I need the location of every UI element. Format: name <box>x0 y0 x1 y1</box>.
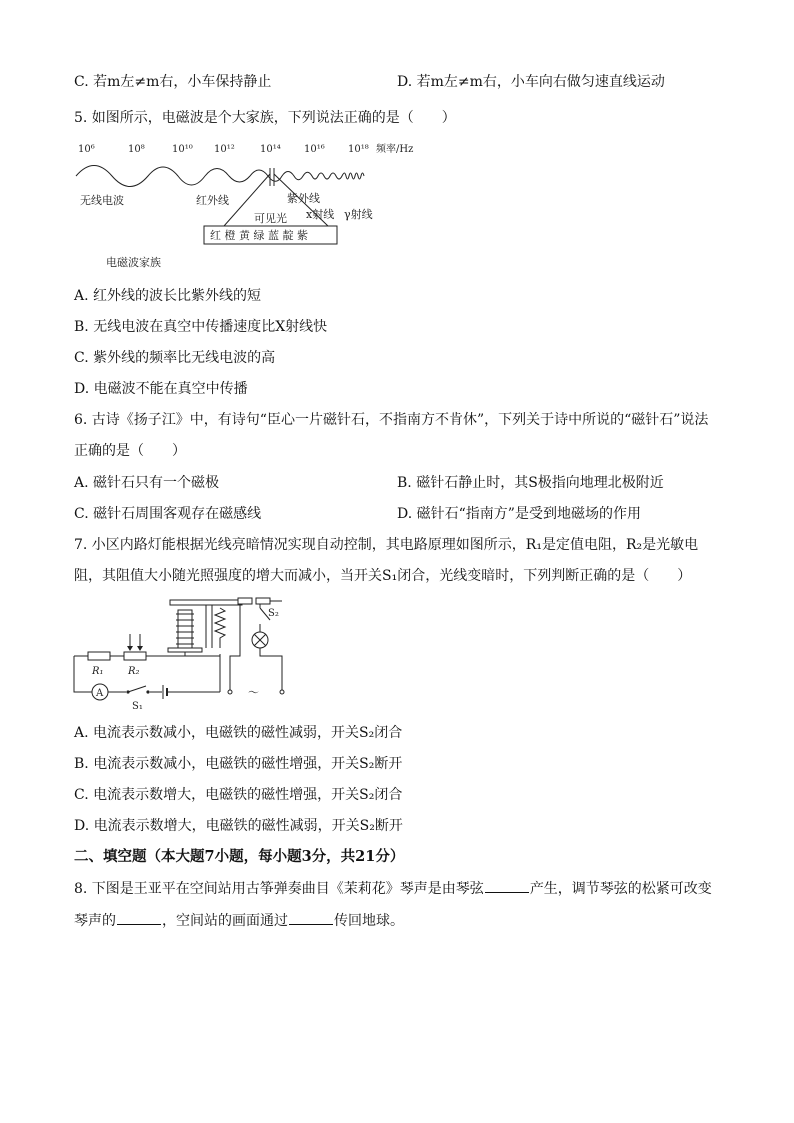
q7-option-a: A. 电流表示数减小，电磁铁的磁性减弱，开关S₂闭合 <box>74 725 403 741</box>
switch-s1 <box>128 686 146 692</box>
photoresistor-r2-label: R₂ <box>128 666 140 677</box>
q7-option-c: C. 电流表示数增大，电磁铁的磁性增强，开关S₂闭合 <box>74 787 403 803</box>
freq-tick: 10¹⁶ <box>304 144 325 155</box>
label-radio: 无线电波 <box>80 194 124 207</box>
q6-stem-line1: 6. 古诗《扬子江》中，有诗句“臣心一片磁针石，不指南方不肯休”，下列关于诗中所说的“磁针石”说法 <box>74 412 709 428</box>
q8-blank-1[interactable] <box>485 878 529 893</box>
ammeter-label: A <box>96 688 104 699</box>
q8-blank-3[interactable] <box>289 910 333 925</box>
freq-tick: 10¹⁴ <box>260 144 281 155</box>
q5-option-d: D. 电磁波不能在真空中传播 <box>74 381 248 397</box>
resistor-r1-label: R₁ <box>92 666 104 677</box>
figure-caption: 电磁波家族 <box>106 256 161 269</box>
q5-option-a: A. 红外线的波长比紫外线的短 <box>74 288 262 304</box>
q8-blank-2[interactable] <box>117 910 161 925</box>
q8-text-part3: 琴声的 <box>74 913 116 929</box>
control-wire <box>74 656 92 692</box>
q7-option-b: B. 电流表示数减小，电磁铁的磁性增强，开关S₂断开 <box>74 756 403 772</box>
q8-text-part1: 8. 下图是王亚平在空间站用古筝弹奏曲目《茉莉花》琴声是由琴弦 <box>74 881 484 897</box>
switch-s2-label: S₂ <box>268 608 279 619</box>
label-xray: x射线 <box>306 208 335 221</box>
q4-option-d: D. 若m左≠m右，小车向右做匀速直线运动 <box>397 74 665 90</box>
q6-option-b: B. 磁针石静止时，其S极指向地理北极附近 <box>397 475 664 491</box>
circuit-figure <box>70 594 300 712</box>
label-ultraviolet: 紫外线 <box>287 192 320 205</box>
q7-stem-line1: 7. 小区内路灯能根据光线亮暗情况实现自动控制，其电路原理如图所示，R₁是定值电阻，R₂是光敏电 <box>74 537 699 553</box>
freq-tick: 10⁸ <box>128 144 145 155</box>
q4-option-c: C. 若m左≠m右，小车保持静止 <box>74 74 272 90</box>
q6-option-c: C. 磁针石周围客观存在磁感线 <box>74 506 262 522</box>
em-spectrum-figure <box>74 138 414 273</box>
working-circuit <box>230 604 240 690</box>
q6-stem-line2: 正确的是（ ） <box>74 443 186 459</box>
q5-option-b: B. 无线电波在真空中传播速度比X射线快 <box>74 319 328 335</box>
resistor-r1 <box>88 652 110 660</box>
q7-option-d: D. 电流表示数增大，电磁铁的磁性减弱，开关S₂断开 <box>74 818 403 834</box>
label-visible: 可见光 <box>254 212 287 225</box>
q7-stem-line2: 阻，其阻值大小随光照强度的增大而减小，当开关S₁闭合，光线变暗时，下列判断正确的是（ ） <box>74 568 692 584</box>
wave-curve <box>76 166 364 187</box>
freq-tick: 10¹⁰ <box>172 144 193 155</box>
q8-text-part2: 产生，调节琴弦的松紧可改变 <box>529 881 712 897</box>
freq-unit: 频率/Hz <box>376 144 414 155</box>
ac-source-label: ～ <box>248 686 259 699</box>
q8-text-part4: ，空间站的画面通过 <box>162 913 288 929</box>
freq-tick: 10¹² <box>214 144 235 155</box>
freq-tick: 10¹⁸ <box>348 144 369 155</box>
q8-line2 <box>74 910 404 931</box>
section-2-title: 二、填空题（本大题7小题，每小题3分，共21分） <box>74 848 405 865</box>
armature <box>170 600 242 605</box>
q6-option-d: D. 磁针石“指南方”是受到地磁场的作用 <box>397 506 641 522</box>
freq-tick: 10⁶ <box>78 144 95 155</box>
q8-line1 <box>74 878 712 899</box>
label-gamma: γ射线 <box>344 208 373 221</box>
q5-stem: 5. 如图所示，电磁波是个大家族，下列说法正确的是（ ） <box>74 110 456 126</box>
q6-option-a: A. 磁针石只有一个磁极 <box>74 475 220 491</box>
label-infrared: 红外线 <box>196 194 229 207</box>
q5-option-c: C. 紫外线的频率比无线电波的高 <box>74 350 276 366</box>
spring <box>215 608 225 648</box>
photoresistor-r2 <box>124 652 146 660</box>
q8-text-part5: 传回地球。 <box>334 913 404 929</box>
switch-s1-label: S₁ <box>132 701 143 712</box>
visible-colors: 红 橙 黄 绿 蓝 靛 紫 <box>210 229 308 242</box>
electromagnet-core <box>178 610 192 648</box>
